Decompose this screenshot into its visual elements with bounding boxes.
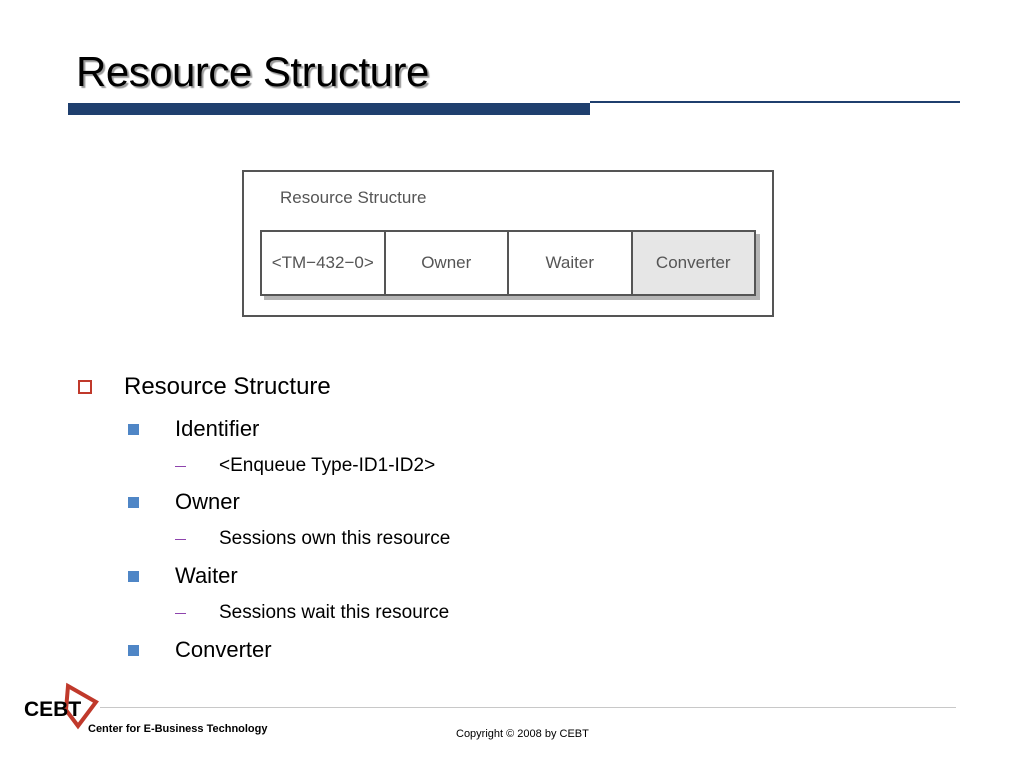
figure-cell-owner: Owner bbox=[386, 230, 510, 296]
footer-organization: Center for E-Business Technology bbox=[88, 723, 268, 735]
square-bullet-icon bbox=[128, 645, 139, 656]
bullet-level1 bbox=[78, 373, 331, 401]
bullet-owner bbox=[128, 489, 240, 515]
sub-bullet-text: Sessions wait this resource bbox=[219, 602, 450, 623]
slide-title: Resource Structure bbox=[76, 48, 429, 95]
sub-bullet-text: Sessions own this resource bbox=[219, 528, 451, 549]
square-bullet-icon bbox=[128, 424, 139, 435]
footer-copyright: Copyright © 2008 by CEBT bbox=[456, 728, 589, 740]
sub-bullet-waiter bbox=[175, 602, 449, 624]
logo-text: CEBT bbox=[24, 698, 82, 721]
bullet-heading: Resource Structure bbox=[124, 373, 331, 400]
dash-bullet-icon bbox=[175, 539, 186, 540]
footer-divider bbox=[100, 707, 956, 708]
bullet-label: Converter bbox=[175, 637, 272, 662]
bullet-identifier bbox=[128, 416, 259, 442]
figure-cell-identifier: <TM−432−0> bbox=[260, 230, 386, 296]
bullet-label: Owner bbox=[175, 489, 240, 514]
hollow-square-bullet-icon bbox=[78, 380, 92, 394]
sub-bullet-owner bbox=[175, 528, 450, 550]
square-bullet-icon bbox=[128, 571, 139, 582]
bullet-converter bbox=[128, 637, 272, 663]
bullet-waiter bbox=[128, 563, 238, 589]
figure-cell-waiter: Waiter bbox=[509, 230, 633, 296]
square-bullet-icon bbox=[128, 497, 139, 508]
sub-bullet-text: <Enqueue Type-ID1-ID2> bbox=[219, 455, 436, 476]
dash-bullet-icon bbox=[175, 613, 186, 614]
bullet-label: Waiter bbox=[175, 563, 238, 588]
figure-title: Resource Structure bbox=[280, 188, 427, 207]
sub-bullet-identifier bbox=[175, 455, 435, 477]
bullet-label: Identifier bbox=[175, 416, 260, 441]
dash-bullet-icon bbox=[175, 466, 186, 467]
figure-cell-converter: Converter bbox=[633, 230, 757, 296]
